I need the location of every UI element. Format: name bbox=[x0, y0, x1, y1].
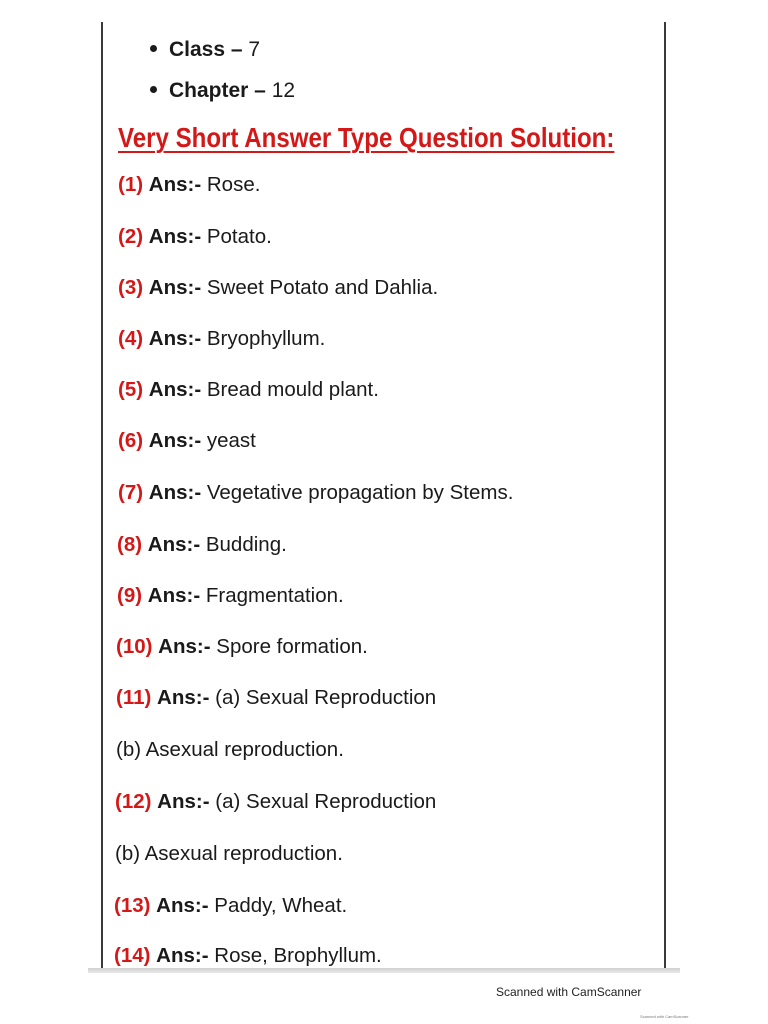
section-heading: Very Short Answer Type Question Solution: bbox=[118, 122, 615, 153]
answer-12: (12) Ans:- (a) Sexual Reproduction bbox=[115, 790, 437, 813]
camscanner-watermark: Scanned with CamScanner bbox=[496, 985, 642, 999]
answer-14: (14) Ans:- Rose, Brophyllum. bbox=[114, 944, 382, 967]
bullet-icon bbox=[150, 45, 157, 52]
answer-2: (2) Ans:- Potato. bbox=[118, 225, 272, 248]
answer-5: (5) Ans:- Bread mould plant. bbox=[118, 378, 379, 401]
answer-10: (10) Ans:- Spore formation. bbox=[116, 635, 368, 658]
answer-7: (7) Ans:- Vegetative propagation by Stems. bbox=[118, 481, 514, 504]
chapter-line bbox=[150, 79, 295, 103]
bottom-page-edge bbox=[88, 968, 680, 973]
answer-3: (3) Ans:- Sweet Potato and Dahlia. bbox=[118, 276, 439, 299]
answer-8: (8) Ans:- Budding. bbox=[117, 533, 287, 556]
chapter-value: 12 bbox=[271, 79, 296, 102]
answer-9: (9) Ans:- Fragmentation. bbox=[117, 584, 344, 607]
answer-6: (6) Ans:- yeast bbox=[118, 429, 256, 452]
left-border-line bbox=[101, 22, 103, 972]
class-line bbox=[150, 38, 260, 62]
chapter-label: Chapter – bbox=[169, 79, 266, 102]
class-label: Class – bbox=[169, 38, 243, 61]
class-value: 7 bbox=[248, 38, 261, 61]
bullet-icon bbox=[150, 86, 157, 93]
answer-1: (1) Ans:- Rose. bbox=[118, 173, 261, 196]
answer-13: (13) Ans:- Paddy, Wheat. bbox=[114, 894, 348, 917]
answer-11-continuation: (b) Asexual reproduction. bbox=[116, 738, 344, 761]
answer-12-continuation: (b) Asexual reproduction. bbox=[115, 842, 343, 865]
camscanner-small-watermark: Scanned with CamScanner bbox=[640, 1014, 689, 1019]
answer-11: (11) Ans:- (a) Sexual Reproduction bbox=[116, 686, 437, 709]
answer-4: (4) Ans:- Bryophyllum. bbox=[118, 327, 326, 350]
right-border-line bbox=[664, 22, 666, 972]
